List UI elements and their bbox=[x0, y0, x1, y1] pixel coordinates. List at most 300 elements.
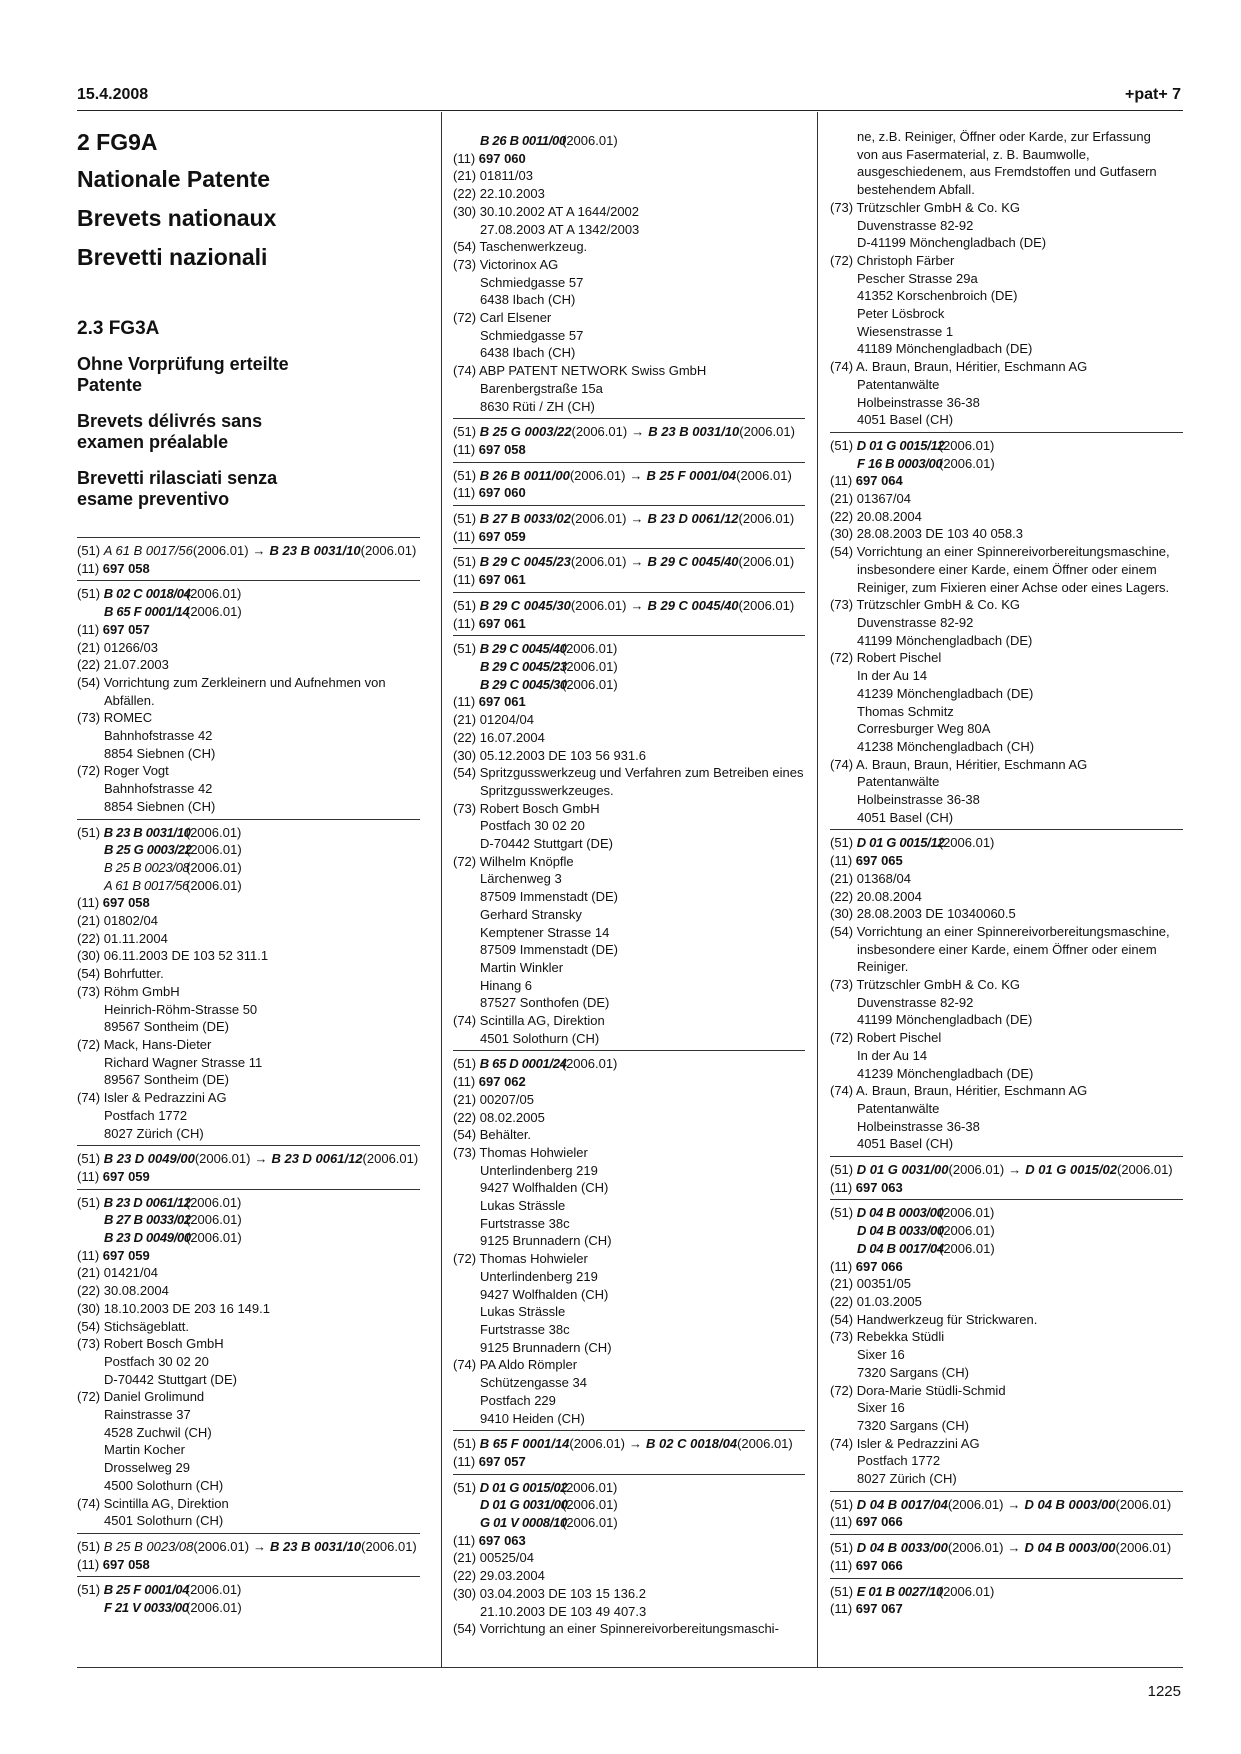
field-line: Wiesenstrasse 1 bbox=[857, 323, 954, 339]
classification-line bbox=[830, 455, 1183, 473]
field-line: (54) Stichsägeblatt. bbox=[77, 1318, 190, 1334]
classification-line: (51) B 23 B 0031/10(2006.01) bbox=[77, 824, 242, 840]
classification-line: (51) D 01 G 0031/00(2006.01) → D 01 G 0015/02(2006.01) bbox=[830, 1162, 1173, 1178]
subsection-code: 2.3 FG3A bbox=[77, 318, 160, 339]
field-line: (21) 00525/04 bbox=[453, 1550, 534, 1566]
field-line: (22) 16.07.2004 bbox=[453, 729, 545, 745]
field-line: 21.10.2003 DE 103 49 407.3 bbox=[480, 1603, 647, 1619]
header-date: 15.4.2008 bbox=[77, 86, 149, 103]
field-line: ne, z.B. Reiniger, Öffner oder Karde, zur Erfassung bbox=[857, 129, 1151, 144]
classification-code: B 29 C 0045/40 bbox=[647, 554, 739, 570]
field-line: Corresburger Weg 80A bbox=[857, 721, 991, 737]
classification-code: D 04 B 0003/00 bbox=[1024, 1540, 1116, 1556]
classification-code: B 29 C 0045/30 bbox=[479, 597, 571, 613]
classification-line: (51) B 65 D 0001/24(2006.01) bbox=[453, 1056, 618, 1072]
classification-code: B 25 B 0023/08 bbox=[103, 1538, 194, 1554]
classification-code: E 01 B 0027/10 bbox=[856, 1583, 943, 1599]
classification-line bbox=[77, 859, 420, 877]
patent-number: 697 061 bbox=[478, 572, 526, 588]
classification-code: B 26 B 0011/00 bbox=[480, 133, 566, 148]
arrow-icon: → bbox=[629, 1436, 643, 1452]
field-line: (72) Robert Pischel bbox=[830, 1030, 942, 1046]
field-line: 41199 Mönchengladbach (DE) bbox=[857, 632, 1033, 648]
classification-line: (51) A 61 B 0017/56(2006.01) → B 23 B 0031/10(2006.01) bbox=[77, 543, 417, 558]
field-line: (73) Trützschler GmbH & Co. KG bbox=[830, 199, 1020, 215]
field-line: In der Au 14 bbox=[857, 1047, 928, 1063]
field-line: Bahnhofstrasse 42 bbox=[104, 781, 213, 797]
patent-number-line: (11) 697 060 bbox=[453, 150, 526, 166]
patent-number-line: (11) 697 057 bbox=[453, 1453, 526, 1469]
field-line: (21) 01421/04 bbox=[77, 1265, 158, 1281]
arrow-icon: → bbox=[630, 511, 644, 527]
cross-reference bbox=[77, 538, 420, 581]
field-line: 4501 Solothurn (CH) bbox=[480, 1030, 600, 1046]
field-line: 87509 Immenstadt (DE) bbox=[480, 942, 619, 958]
field-line: (22) 20.08.2004 bbox=[830, 508, 922, 524]
classification-code: B 02 C 0018/04 bbox=[103, 586, 191, 602]
patent-number-line: (11) 697 066 bbox=[830, 1557, 903, 1573]
classification-date: (2006.01) bbox=[192, 543, 249, 558]
classification-date: (2006.01) bbox=[562, 658, 618, 674]
cross-reference bbox=[453, 419, 805, 462]
classification-date: (2006.01) bbox=[569, 467, 626, 483]
patent-number: 697 061 bbox=[478, 615, 526, 631]
classification-line: (51) B 29 C 0045/30(2006.01) → B 29 C 0045/40(2006.01) bbox=[453, 597, 795, 613]
field-line: 41239 Mönchengladbach (DE) bbox=[857, 1065, 1034, 1081]
section-title: Nationale Patente bbox=[77, 166, 270, 192]
classification-date: (2006.01) bbox=[947, 1540, 1004, 1556]
field-line: Bahnhofstrasse 42 bbox=[104, 728, 213, 744]
classification-date: (2006.01) bbox=[938, 1583, 995, 1599]
patent-number: 697 062 bbox=[478, 1074, 526, 1090]
classification-line bbox=[453, 1514, 805, 1532]
classification-date: (2006.01) bbox=[186, 877, 242, 893]
classification-line: (51) D 01 G 0015/12(2006.01) bbox=[830, 835, 995, 851]
field-line: (21) 01811/03 bbox=[453, 168, 533, 184]
field-line: Holbeinstrasse 36-38 bbox=[857, 1118, 980, 1134]
classification-line bbox=[77, 1211, 420, 1229]
field-line: 8854 Siebnen (CH) bbox=[104, 798, 216, 814]
subsection-title: Brevetti rilasciati senza esame preventivo bbox=[77, 468, 278, 509]
field-line: (72) Roger Vogt bbox=[77, 763, 169, 779]
patent-number: 697 063 bbox=[478, 1532, 526, 1548]
classification-date: (2006.01) bbox=[186, 1230, 242, 1246]
classification-line: (51) B 23 D 0061/12(2006.01) bbox=[77, 1194, 242, 1210]
classification-line: (51) D 04 B 0033/00(2006.01) → D 04 B 0003/00(2006.01) bbox=[830, 1540, 1172, 1556]
field-line: (72) Wilhelm Knöpfle bbox=[453, 853, 574, 869]
field-line: Unterlindenberg 219 bbox=[480, 1268, 598, 1284]
field-line: Postfach 1772 bbox=[104, 1107, 188, 1123]
patent-entry bbox=[77, 1190, 420, 1534]
field-line: (54) Handwerkzeug für Strickwaren. bbox=[830, 1311, 1038, 1327]
classification-date: (2006.01) bbox=[738, 511, 795, 527]
classification-date: (2006.01) bbox=[186, 1600, 242, 1616]
classification-date: (2006.01) bbox=[1116, 1162, 1173, 1178]
field-line: (30) 03.04.2003 DE 103 15 136.2 bbox=[453, 1585, 646, 1601]
column-2 bbox=[453, 128, 805, 1641]
classification-code: B 29 C 0045/40 bbox=[479, 641, 567, 657]
cross-reference bbox=[453, 506, 805, 549]
cross-reference bbox=[453, 1431, 805, 1474]
field-line: Postfach 229 bbox=[480, 1392, 556, 1408]
field-line: (73) Röhm GmbH bbox=[77, 983, 180, 999]
field-line: 41352 Korschenbroich (DE) bbox=[857, 288, 1018, 304]
field-line: Unterlindenberg 219 bbox=[480, 1162, 598, 1178]
field-line: (73) Thomas Hohwieler bbox=[453, 1144, 588, 1160]
field-line: 8027 Zürich (CH) bbox=[857, 1471, 957, 1487]
field-line: (21) 01368/04 bbox=[830, 870, 911, 886]
classification-line: (51) D 04 B 0003/00(2006.01) bbox=[830, 1205, 995, 1221]
classification-code: B 23 B 0031/10 bbox=[270, 1538, 362, 1554]
field-line: (54) Spritzgusswerkzeug und Verfahren zum Betreiben eines Spritzgusswerkzeuges. bbox=[453, 765, 804, 798]
classification-code: D 04 B 0033/00 bbox=[856, 1540, 948, 1556]
header-publication: +pat+ 7 bbox=[1124, 86, 1181, 103]
classification-line bbox=[830, 1222, 1183, 1240]
field-line: 4051 Basel (CH) bbox=[857, 412, 954, 428]
patent-entry bbox=[830, 1579, 1183, 1621]
field-line: Heinrich-Röhm-Strasse 50 bbox=[104, 1001, 258, 1017]
patent-number-line: (11) 697 061 bbox=[453, 694, 526, 710]
classification-date: (2006.01) bbox=[186, 604, 242, 620]
classification-date: (2006.01) bbox=[948, 1162, 1005, 1178]
classification-line bbox=[453, 132, 805, 150]
classification-code: A 61 B 0017/56 bbox=[104, 877, 189, 893]
classification-date: (2006.01) bbox=[185, 824, 242, 840]
classification-line: (51) B 27 B 0033/02(2006.01) → B 23 D 0061/12(2006.01) bbox=[453, 511, 795, 527]
classification-code: B 65 F 0001/14 bbox=[479, 1436, 570, 1452]
field-line: 41238 Mönchengladbach (CH) bbox=[857, 738, 1035, 754]
field-line: (21) 01204/04 bbox=[453, 712, 534, 728]
classification-line bbox=[453, 1496, 805, 1514]
patent-number-line: (11) 697 063 bbox=[830, 1179, 903, 1195]
classification-date: (2006.01) bbox=[561, 1479, 618, 1495]
column-entries bbox=[453, 128, 805, 1641]
classification-code: G 01 V 0008/10 bbox=[480, 1515, 567, 1531]
patent-entry bbox=[453, 1051, 805, 1431]
arrow-icon: → bbox=[1007, 1540, 1021, 1556]
patent-number: 697 059 bbox=[102, 1247, 150, 1263]
classification-date: (2006.01) bbox=[739, 424, 795, 440]
classification-code: B 29 C 0045/23 bbox=[479, 554, 571, 570]
patent-entry bbox=[77, 1577, 420, 1619]
field-line: (54) Vorrichtung an einer Spinnereivorbereitungsmaschi- bbox=[453, 1621, 779, 1637]
field-line: Hinang 6 bbox=[480, 977, 533, 993]
classification-code: B 65 D 0001/24 bbox=[479, 1056, 567, 1072]
patent-number-line: (11) 697 063 bbox=[453, 1532, 526, 1548]
patent-number: 697 066 bbox=[855, 1557, 903, 1573]
classification-code: B 29 C 0045/30 bbox=[480, 676, 567, 692]
field-line: (72) Dora-Marie Stüdli-Schmid bbox=[830, 1382, 1006, 1398]
column-divider bbox=[817, 112, 818, 1667]
field-line: Postfach 1772 bbox=[857, 1453, 941, 1469]
patent-entry bbox=[830, 1200, 1183, 1491]
classification-date: (2006.01) bbox=[738, 554, 795, 570]
classification-code: B 27 B 0033/02 bbox=[479, 511, 571, 527]
field-line: D-70442 Stuttgart (DE) bbox=[480, 836, 613, 852]
field-line: (72) Robert Pischel bbox=[830, 650, 942, 666]
classification-code: B 23 D 0061/12 bbox=[647, 511, 739, 527]
classification-code: F 16 B 0003/00 bbox=[857, 455, 943, 471]
field-line: (74) Scintilla AG, Direktion bbox=[453, 1013, 605, 1029]
field-line: (22) 01.03.2005 bbox=[830, 1294, 922, 1309]
classification-code: D 01 G 0031/00 bbox=[856, 1162, 949, 1178]
classification-date: (2006.01) bbox=[185, 1582, 242, 1598]
classification-date: (2006.01) bbox=[562, 1497, 618, 1513]
field-line: 6438 Ibach (CH) bbox=[480, 292, 576, 308]
classification-date: (2006.01) bbox=[562, 133, 618, 148]
classification-date: (2006.01) bbox=[736, 467, 792, 483]
field-line: 87509 Immenstadt (DE) bbox=[480, 889, 619, 905]
patent-number: 697 057 bbox=[102, 621, 150, 637]
header-rule bbox=[77, 110, 1183, 111]
patent-number: 697 066 bbox=[855, 1258, 903, 1274]
patent-number: 697 059 bbox=[478, 528, 526, 544]
field-line: (21) 01367/04 bbox=[830, 491, 911, 507]
classification-line: (51) B 25 F 0001/04(2006.01) bbox=[77, 1582, 242, 1598]
classification-line: (51) B 25 G 0003/22(2006.01) → B 23 B 0031/10(2006.01) bbox=[453, 424, 795, 440]
field-line: (74) Isler & Pedrazzini AG bbox=[77, 1090, 227, 1106]
column-entries bbox=[830, 128, 1183, 1621]
patent-number-line: (11) 697 058 bbox=[77, 895, 150, 911]
field-line: D-70442 Stuttgart (DE) bbox=[104, 1371, 237, 1387]
patent-number: 697 058 bbox=[102, 1556, 150, 1572]
patent-number-line: (11) 697 067 bbox=[830, 1601, 903, 1617]
field-line: (30) 18.10.2003 DE 203 16 149.1 bbox=[77, 1300, 270, 1316]
classification-date: (2006.01) bbox=[738, 597, 795, 613]
field-line: (21) 00351/05 bbox=[830, 1276, 911, 1292]
patent-entry bbox=[453, 128, 805, 419]
field-line: (73) ROMEC bbox=[77, 710, 153, 726]
classification-date: (2006.01) bbox=[571, 424, 628, 440]
field-line: (74) A. Braun, Braun, Héritier, Eschmann AG bbox=[830, 1083, 1088, 1099]
classification-line: (51) D 01 G 0015/12(2006.01) bbox=[830, 437, 995, 453]
field-line: (73) Victorinox AG bbox=[453, 256, 559, 272]
field-line: von aus Fasermaterial, z. B. Baumwolle, bbox=[857, 146, 1090, 162]
field-line: Patentanwälte bbox=[857, 1100, 940, 1116]
field-line: Schützengasse 34 bbox=[480, 1375, 587, 1391]
field-line: Pescher Strasse 29a bbox=[857, 270, 978, 286]
field-line: (73) Trützschler GmbH & Co. KG bbox=[830, 977, 1020, 993]
classification-code: B 23 B 0031/10 bbox=[269, 543, 361, 558]
field-line: (30) 05.12.2003 DE 103 56 931.6 bbox=[453, 747, 646, 763]
field-line: (74) Scintilla AG, Direktion bbox=[77, 1495, 229, 1511]
field-line: (21) 00207/05 bbox=[453, 1091, 534, 1107]
cross-reference bbox=[830, 1535, 1183, 1578]
classification-code: A 61 B 0017/56 bbox=[103, 543, 193, 558]
field-line: Schmiedgasse 57 bbox=[480, 327, 584, 343]
field-line: ausgeschiedenem, aus Fremdstoffen und Gutfasern bbox=[857, 164, 1157, 180]
field-line: (74) PA Aldo Römpler bbox=[453, 1357, 578, 1373]
cross-reference bbox=[453, 593, 805, 636]
field-line: 9410 Heiden (CH) bbox=[480, 1410, 585, 1426]
field-line: (30) 30.10.2002 AT A 1644/2002 bbox=[453, 203, 640, 219]
patent-number-line: (11) 697 065 bbox=[830, 853, 903, 869]
patent-number: 697 064 bbox=[855, 473, 903, 489]
subsection-title: Brevets délivrés sans examen préalable bbox=[77, 411, 263, 452]
field-line: 7320 Sargans (CH) bbox=[857, 1417, 969, 1433]
field-line: 89567 Sontheim (DE) bbox=[104, 1019, 230, 1035]
field-line: (74) Isler & Pedrazzini AG bbox=[830, 1435, 980, 1451]
cross-reference bbox=[830, 1492, 1183, 1535]
classification-code: D 04 B 0003/00 bbox=[856, 1205, 944, 1221]
field-line: (73) Rebekka Stüdli bbox=[830, 1329, 945, 1345]
field-line: Patentanwälte bbox=[857, 376, 940, 392]
classification-date: (2006.01) bbox=[185, 586, 242, 602]
field-line: Patentanwälte bbox=[857, 774, 940, 790]
classification-code: B 27 B 0033/02 bbox=[104, 1212, 191, 1228]
field-line: (30) 28.08.2003 DE 10340060.5 bbox=[830, 906, 1016, 922]
field-line: Furtstrasse 38c bbox=[480, 1215, 570, 1231]
field-line: 4051 Basel (CH) bbox=[857, 809, 954, 825]
patent-number-line: (11) 697 060 bbox=[453, 485, 526, 501]
field-line: (22) 29.03.2004 bbox=[453, 1568, 545, 1584]
classification-line bbox=[77, 1229, 420, 1247]
classification-date: (2006.01) bbox=[562, 676, 618, 692]
classification-date: (2006.01) bbox=[362, 1151, 419, 1167]
column-3 bbox=[830, 128, 1183, 1621]
classification-code: D 04 B 0017/04 bbox=[857, 1240, 944, 1256]
field-line: (22) 30.08.2004 bbox=[77, 1283, 169, 1299]
patent-number: 697 060 bbox=[478, 150, 526, 166]
field-line: (72) Daniel Grolimund bbox=[77, 1389, 205, 1405]
classification-code: B 23 B 0031/10 bbox=[648, 424, 740, 440]
classification-line bbox=[77, 841, 420, 859]
classification-code: B 23 D 0049/00 bbox=[103, 1151, 195, 1167]
field-line: 9427 Wolfhalden (CH) bbox=[480, 1286, 609, 1302]
classification-date: (2006.01) bbox=[570, 554, 627, 570]
classification-date: (2006.01) bbox=[562, 1515, 618, 1531]
patent-number-line: (11) 697 059 bbox=[77, 1168, 150, 1184]
classification-code: B 25 F 0001/04 bbox=[103, 1582, 190, 1598]
field-line: 9427 Wolfhalden (CH) bbox=[480, 1180, 609, 1196]
patent-number: 697 067 bbox=[855, 1601, 903, 1617]
field-line: 9125 Brunnadern (CH) bbox=[480, 1339, 612, 1355]
patent-number-line: (11) 697 059 bbox=[77, 1247, 150, 1263]
section-heading bbox=[77, 128, 420, 537]
classification-line: (51) B 02 C 0018/04(2006.01) bbox=[77, 586, 242, 602]
classification-date: (2006.01) bbox=[569, 1436, 626, 1452]
classification-date: (2006.01) bbox=[939, 455, 995, 471]
classification-line bbox=[77, 1599, 420, 1617]
column-divider bbox=[441, 112, 442, 1667]
cross-reference bbox=[77, 1146, 420, 1189]
classification-code: D 01 G 0015/02 bbox=[1025, 1162, 1117, 1178]
cross-reference bbox=[453, 463, 805, 506]
patent-entry bbox=[830, 830, 1183, 1157]
patent-number: 697 066 bbox=[855, 1514, 903, 1530]
classification-code: B 65 F 0001/14 bbox=[104, 604, 190, 620]
field-line: (73) Robert Bosch GmbH bbox=[77, 1336, 224, 1352]
classification-date: (2006.01) bbox=[561, 1056, 618, 1072]
field-line: Postfach 30 02 20 bbox=[104, 1353, 209, 1369]
patent-number-line: (11) 697 064 bbox=[830, 473, 903, 489]
classification-code: D 04 B 0033/00 bbox=[857, 1223, 944, 1239]
field-line: (22) 08.02.2005 bbox=[453, 1109, 545, 1125]
classification-date: (2006.01) bbox=[939, 1240, 995, 1256]
classification-date: (2006.01) bbox=[561, 641, 618, 657]
classification-code: D 01 G 0031/00 bbox=[480, 1497, 568, 1513]
field-line: (73) Robert Bosch GmbH bbox=[453, 800, 600, 816]
field-line: Sixer 16 bbox=[857, 1347, 905, 1363]
classification-code: D 01 G 0015/12 bbox=[856, 835, 945, 851]
classification-line: (51) B 26 B 0011/00(2006.01) → B 25 F 0001/04(2006.01) bbox=[453, 467, 792, 483]
classification-date: (2006.01) bbox=[938, 1205, 995, 1221]
classification-code: D 04 B 0017/04 bbox=[856, 1496, 948, 1512]
classification-date: (2006.01) bbox=[570, 511, 627, 527]
field-line: Martin Winkler bbox=[480, 959, 564, 975]
patent-number: 697 059 bbox=[102, 1168, 150, 1184]
arrow-icon: → bbox=[254, 1151, 268, 1167]
field-line: (72) Mack, Hans-Dieter bbox=[77, 1036, 212, 1052]
patent-number: 697 058 bbox=[102, 560, 150, 576]
field-line: (30) 28.08.2003 DE 103 40 058.3 bbox=[830, 526, 1023, 542]
field-line: Holbeinstrasse 36-38 bbox=[857, 792, 980, 808]
patent-entry bbox=[453, 636, 805, 1051]
field-line: (22) 20.08.2004 bbox=[830, 888, 922, 904]
patent-number: 697 063 bbox=[855, 1179, 903, 1195]
classification-line bbox=[453, 658, 805, 676]
page-number: 1225 bbox=[1147, 1683, 1181, 1700]
patent-number-line: (11) 697 059 bbox=[453, 528, 526, 544]
classification-code: B 25 G 0003/22 bbox=[104, 842, 192, 858]
classification-code: B 02 C 0018/04 bbox=[646, 1436, 738, 1452]
classification-code: B 23 D 0061/12 bbox=[271, 1151, 363, 1167]
patent-number-line: (11) 697 061 bbox=[453, 572, 526, 588]
field-line: (72) Carl Elsener bbox=[453, 310, 552, 326]
field-line: Rainstrasse 37 bbox=[104, 1407, 191, 1423]
classification-date: (2006.01) bbox=[185, 1194, 242, 1210]
classification-line bbox=[830, 1240, 1183, 1258]
classification-date: (2006.01) bbox=[947, 1496, 1004, 1512]
classification-line: (51) D 04 B 0017/04(2006.01) → D 04 B 0003/00(2006.01) bbox=[830, 1496, 1172, 1512]
field-line: Drosselweg 29 bbox=[104, 1460, 190, 1476]
classification-date: (2006.01) bbox=[186, 842, 242, 858]
classification-date: (2006.01) bbox=[186, 1212, 242, 1228]
section-title: Brevets nationaux bbox=[77, 205, 277, 231]
field-line: (54) Behälter. bbox=[453, 1127, 532, 1143]
classification-code: B 29 C 0045/40 bbox=[647, 597, 739, 613]
cross-reference bbox=[830, 1157, 1183, 1200]
field-line: 8027 Zürich (CH) bbox=[104, 1125, 204, 1141]
classification-code: B 25 F 0001/04 bbox=[646, 467, 737, 483]
classification-code: F 21 V 0033/00 bbox=[104, 1600, 189, 1616]
field-line: (30) 06.11.2003 DE 103 52 311.1 bbox=[77, 948, 269, 964]
classification-line: (51) B 23 D 0049/00(2006.01) → B 23 D 0061/12(2006.01) bbox=[77, 1151, 419, 1167]
field-line: 4500 Solothurn (CH) bbox=[104, 1477, 224, 1493]
patent-entry bbox=[830, 128, 1183, 433]
patent-number: 697 057 bbox=[478, 1453, 526, 1469]
classification-line: (51) B 25 B 0023/08(2006.01) → B 23 B 0031/10(2006.01) bbox=[77, 1538, 417, 1554]
field-line: D-41199 Mönchengladbach (DE) bbox=[857, 235, 1047, 251]
arrow-icon: → bbox=[252, 543, 266, 558]
arrow-icon: → bbox=[631, 424, 645, 440]
field-line: (22) 01.11.2004 bbox=[77, 930, 168, 946]
patent-number-line: (11) 697 066 bbox=[830, 1514, 903, 1530]
classification-code: B 26 B 0011/00 bbox=[479, 467, 570, 483]
classification-date: (2006.01) bbox=[570, 597, 627, 613]
field-line: (74) A. Braun, Braun, Héritier, Eschmann AG bbox=[830, 756, 1088, 772]
classification-code: D 04 B 0003/00 bbox=[1024, 1496, 1116, 1512]
classification-code: B 29 C 0045/23 bbox=[480, 658, 567, 674]
field-line: 8630 Rüti / ZH (CH) bbox=[480, 398, 595, 414]
classification-line: (51) B 29 C 0045/40(2006.01) bbox=[453, 641, 618, 657]
classification-line: (51) B 65 F 0001/14(2006.01) → B 02 C 0018/04(2006.01) bbox=[453, 1436, 793, 1452]
field-line: Barenbergstraße 15a bbox=[480, 380, 603, 396]
field-line: (72) Thomas Hohwieler bbox=[453, 1251, 588, 1267]
classification-line bbox=[77, 877, 420, 895]
field-line: Peter Lösbrock bbox=[857, 306, 945, 322]
field-line: Thomas Schmitz bbox=[857, 703, 954, 719]
